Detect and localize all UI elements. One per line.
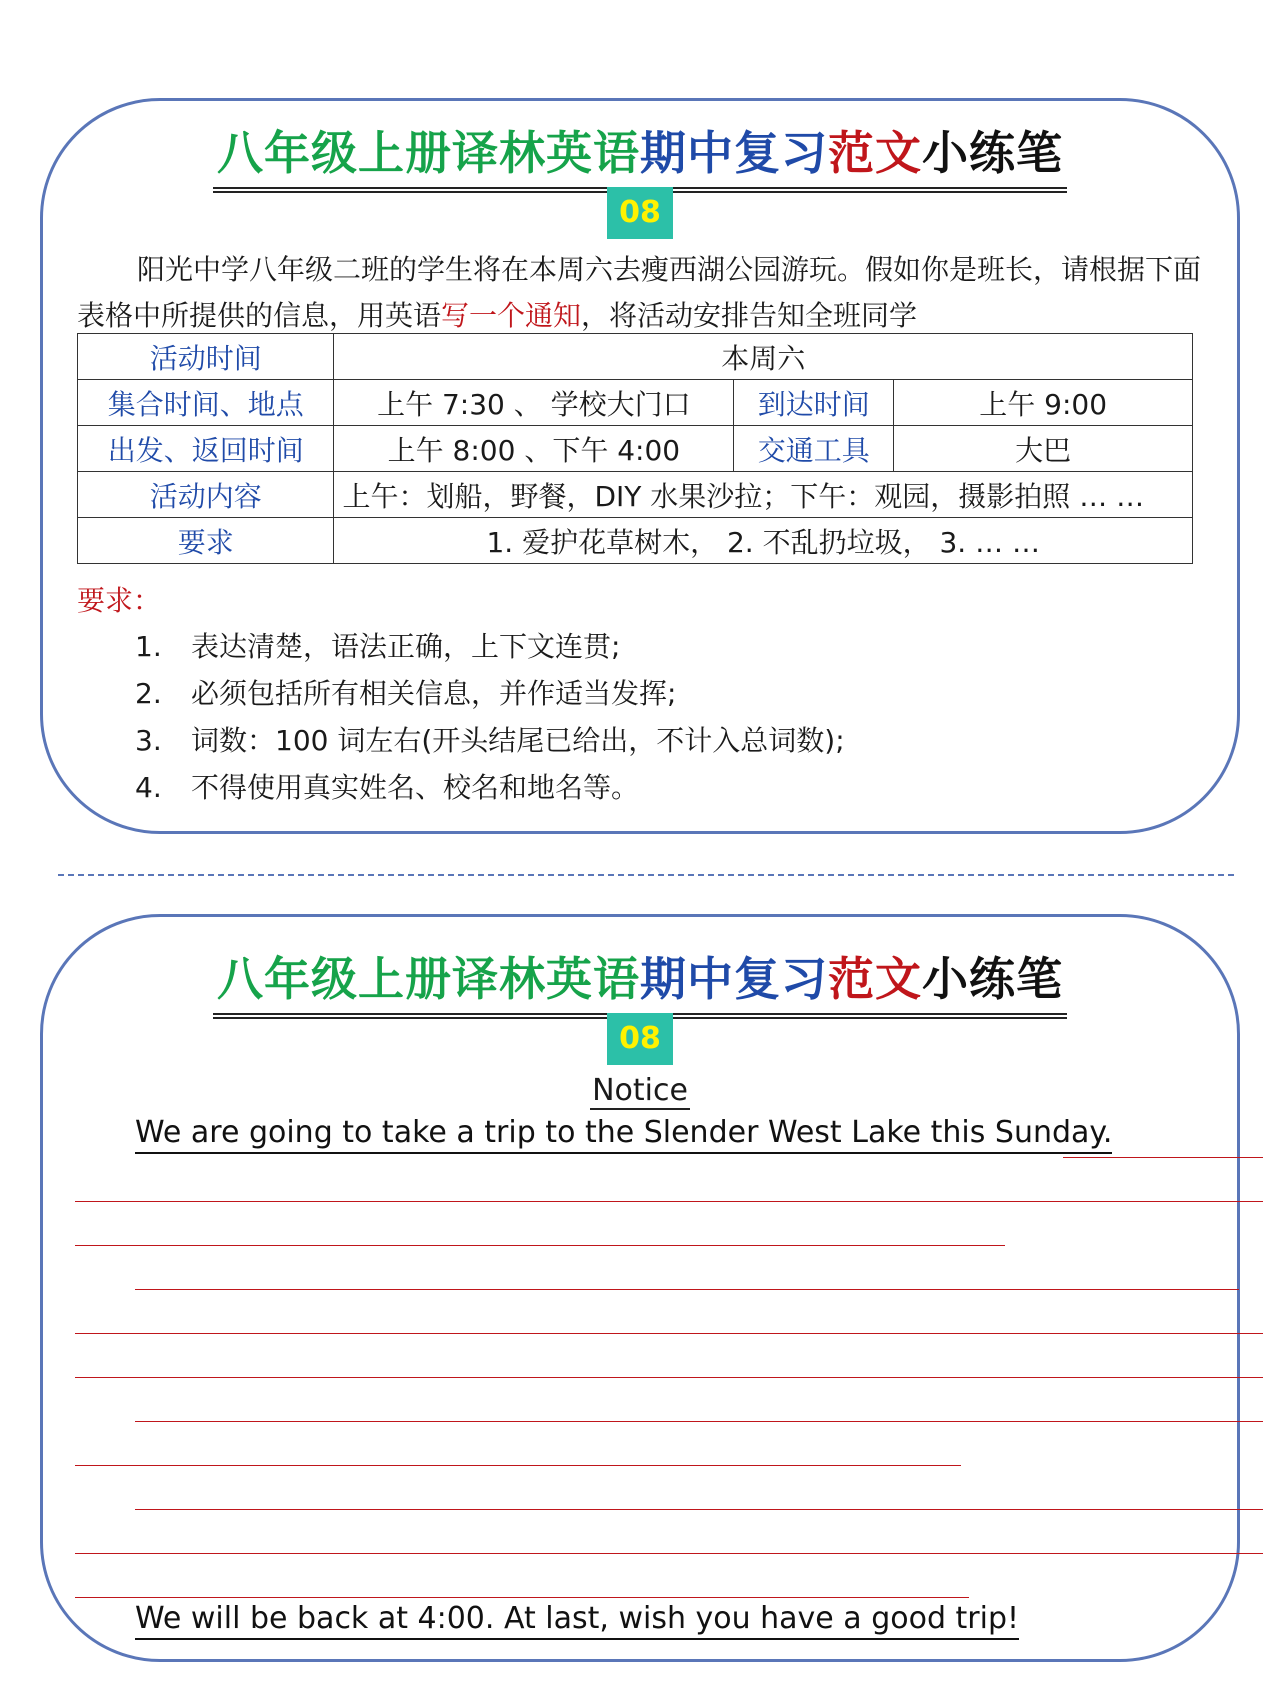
list-text: 必须包括所有相关信息，并作适当发挥; (191, 677, 677, 710)
task-text-highlight: 写一个通知 (441, 299, 582, 332)
list-item (135, 623, 845, 670)
title-part-black: 小练笔 (922, 126, 1063, 180)
writing-line (75, 1465, 961, 1466)
title-part-red: 范文 (828, 126, 922, 180)
list-number: 2. (135, 677, 162, 710)
list-item (135, 717, 845, 764)
table-cell: 本周六 (334, 334, 1193, 380)
first-sentence: We are going to take a trip to the Slender West Lake this Sunday. (135, 1115, 1112, 1154)
table-label: 交通工具 (734, 426, 894, 472)
table-cell: 上午 7:30 、 学校大门口 (334, 380, 734, 426)
notice-heading (43, 1073, 1237, 1108)
writing-line (1063, 1157, 1263, 1158)
title-part-black: 小练笔 (922, 952, 1063, 1006)
table-row (78, 380, 1193, 426)
table-row (78, 426, 1193, 472)
page-title (43, 943, 1237, 1019)
writing-line (135, 1289, 1239, 1290)
list-item (135, 670, 845, 717)
writing-line (135, 1509, 1263, 1510)
writing-line (75, 1377, 1263, 1378)
divider (58, 874, 1234, 876)
table-cell: 1. 爱护花草树木， 2. 不乱扔垃圾， 3. … … (334, 518, 1193, 564)
table-label: 要求 (78, 518, 334, 564)
writing-line (135, 1421, 1263, 1422)
title-part-green: 八年级上册译林英语 (217, 126, 640, 180)
writing-card (40, 914, 1240, 1662)
table-label: 到达时间 (734, 380, 894, 426)
table-cell: 上午：划船，野餐，DIY 水果沙拉；下午：观园，摄影拍照 … … (334, 472, 1193, 518)
list-text: 表达清楚，语法正确，上下文连贯; (191, 630, 621, 663)
task-description (77, 247, 1207, 339)
info-table (77, 333, 1193, 564)
page-title (43, 117, 1237, 193)
title-part-blue: 期中复习 (640, 952, 828, 1006)
table-cell: 上午 8:00 、下午 4:00 (334, 426, 734, 472)
list-number: 1. (135, 630, 162, 663)
writing-line (75, 1597, 969, 1598)
list-number: 4. (135, 771, 162, 804)
title-part-red: 范文 (828, 952, 922, 1006)
list-item (135, 764, 845, 811)
writing-line (75, 1333, 1263, 1334)
writing-line (75, 1201, 1263, 1202)
table-row (78, 518, 1193, 564)
table-cell: 上午 9:00 (894, 380, 1193, 426)
list-text: 词数：100 词左右(开头结尾已给出，不计入总词数); (191, 724, 845, 757)
table-label: 活动时间 (78, 334, 334, 380)
title-part-blue: 期中复习 (640, 126, 828, 180)
table-row (78, 334, 1193, 380)
task-text-b: ，将活动安排告知全班同学 (581, 299, 918, 332)
requirements-title: 要求： (77, 584, 162, 617)
list-number: 3. (135, 724, 162, 757)
writing-line (75, 1245, 1005, 1246)
title-part-green: 八年级上册译林英语 (217, 952, 640, 1006)
task-card (40, 98, 1240, 834)
notice-text: Notice (592, 1073, 688, 1108)
table-label: 集合时间、地点 (78, 380, 334, 426)
table-cell: 大巴 (894, 426, 1193, 472)
table-row (78, 472, 1193, 518)
requirements-list (135, 623, 845, 811)
writing-line (75, 1553, 1263, 1554)
number-badge: 08 (607, 1013, 673, 1065)
table-label: 出发、返回时间 (78, 426, 334, 472)
number-badge: 08 (607, 187, 673, 239)
table-label: 活动内容 (78, 472, 334, 518)
task-text-a: 阳光中学八年级二班的学生将在本周六去瘦西湖公园游玩。假如你是班长，请根据下面表格中所提供的信息，用英语 (77, 253, 1202, 332)
list-text: 不得使用真实姓名、校名和地名等。 (191, 771, 640, 804)
last-sentence: We will be back at 4:00. At last, wish you have a good trip! (135, 1601, 1019, 1640)
